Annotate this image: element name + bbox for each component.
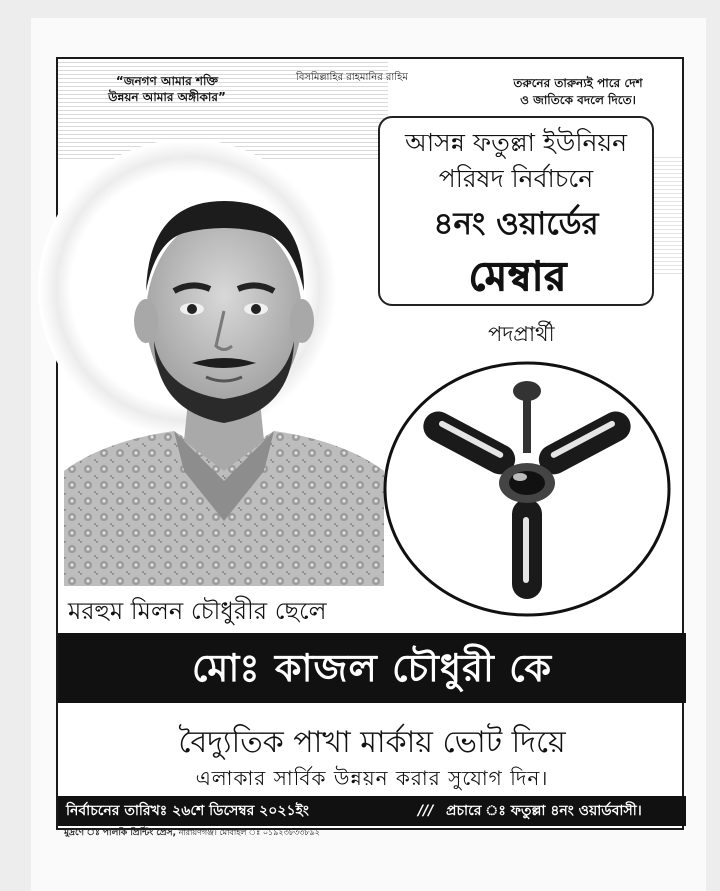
father-line: মরহুম মিলন চৌধুরীর ছেলে [62, 589, 380, 633]
election-line1: আসন্ন ফতুল্লা ইউনিয়ন [404, 128, 628, 157]
slogan-left [82, 73, 252, 105]
election-date: নির্বাচনের তারিখঃ ২৬শে ডিসেম্বর ২০২১ইং [66, 803, 309, 819]
press-label: মুদ্রণে ঃ পালকি প্রিন্টিং প্রেস, [64, 828, 177, 838]
press-place: নারায়ণগঞ্জ। মোবাইল ঃ ০১৯২৩৮৩৩৮৯২ [178, 828, 320, 837]
election-poster [56, 57, 684, 838]
bismillah-text: বিসমিল্লাহির রাহমানির রাহিম [296, 72, 408, 83]
election-info-box [378, 116, 654, 306]
footer-bar [58, 796, 686, 826]
ward-number: ৪নং ওয়ার্ডের [433, 206, 599, 242]
slogan-right-line1: তরুনের তারুন্যই পারে দেশ [513, 76, 643, 90]
candidate-photo [64, 141, 384, 586]
development-appeal: এলাকার সার্বিক উন্নয়ন করার সুযোগ দিন। [195, 766, 549, 790]
election-line2: পরিষদ নির্বাচনে [438, 164, 594, 193]
candidacy-label: পদপ্রার্থী [488, 322, 555, 346]
post-title: মেম্বার [420, 252, 616, 302]
footer-separator: /// [418, 803, 434, 819]
slogan-left-line2: উন্নয়ন আমার অঙ্গীকার” [108, 90, 226, 104]
ceiling-fan-icon [380, 359, 674, 619]
campaign-credit: প্রচারে ঃ ফতুল্লা ৪নং ওয়ার্ডবাসী। [446, 803, 642, 819]
press-credit [58, 827, 686, 839]
slogan-right [478, 75, 678, 109]
slogan-left-line1: “জনগণ আমার শক্তি [115, 74, 219, 88]
vote-appeal: বৈদ্যুতিক পাখা মার্কায় ভোট দিয়ে [178, 725, 566, 760]
candidate-name: মোঃ কাজল চৌধুরী কে [58, 633, 686, 703]
slogan-right-line2: ও জাতিকে বদলে দিতে। [520, 93, 636, 107]
